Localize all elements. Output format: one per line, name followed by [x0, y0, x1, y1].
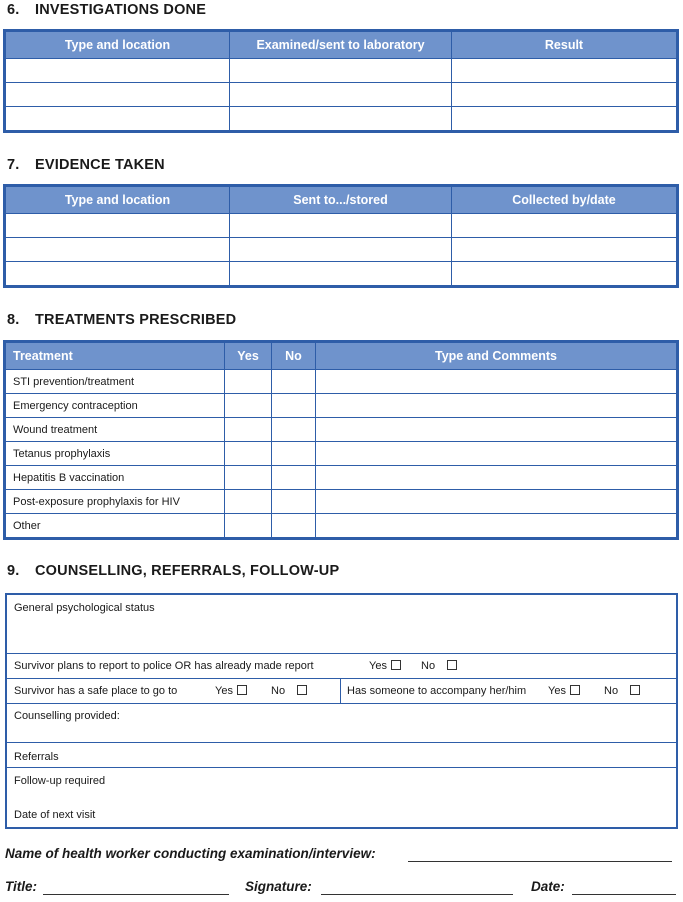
input-cell[interactable] [6, 238, 230, 262]
accompany-yes-option[interactable]: Yes [548, 685, 580, 697]
table-row [6, 83, 677, 107]
table-row [6, 394, 677, 418]
input-cell[interactable] [6, 262, 230, 286]
signature-label: Signature: [245, 879, 312, 894]
treatment-label: Tetanus prophylaxis [6, 442, 225, 466]
safe-place-row [7, 679, 676, 704]
comments-cell[interactable] [316, 442, 677, 466]
accompany-label: Has someone to accompany her/him [347, 685, 527, 697]
signature-line[interactable] [321, 894, 513, 895]
followup-label: Follow-up required [14, 775, 106, 787]
checkbox-icon[interactable] [570, 685, 580, 695]
counselling-row[interactable] [7, 704, 676, 743]
counselling-label: Counselling provided: [14, 710, 120, 722]
input-cell[interactable] [452, 83, 677, 107]
yes-cell[interactable] [225, 418, 272, 442]
section-6-title: 6. INVESTIGATIONS DONE [7, 2, 207, 18]
table-row [6, 466, 677, 490]
col-yes: Yes [225, 343, 272, 370]
health-worker-line[interactable] [408, 861, 672, 862]
input-cell[interactable] [230, 83, 452, 107]
table-row [6, 262, 677, 286]
col-result: Result [452, 32, 677, 59]
table-row [6, 238, 677, 262]
title-label: Title: [5, 879, 38, 894]
safe-no-option[interactable]: No [271, 685, 307, 697]
checkbox-icon[interactable] [447, 660, 457, 670]
input-cell[interactable] [6, 59, 230, 83]
yes-cell[interactable] [225, 394, 272, 418]
treatment-label: Post-exposure prophylaxis for HIV [6, 490, 225, 514]
police-no-option[interactable]: No [421, 660, 457, 672]
psych-status-row[interactable] [7, 595, 676, 654]
checkbox-icon[interactable] [391, 660, 401, 670]
no-cell[interactable] [272, 514, 316, 538]
col-type-comments: Type and Comments [316, 343, 677, 370]
input-cell[interactable] [452, 59, 677, 83]
input-cell[interactable] [230, 214, 452, 238]
input-cell[interactable] [6, 83, 230, 107]
treatment-label: Other [6, 514, 225, 538]
comments-cell[interactable] [316, 418, 677, 442]
health-worker-label: Name of health worker conducting examination/interview: [5, 846, 376, 861]
table-row [6, 442, 677, 466]
treatment-label: Emergency contraception [6, 394, 225, 418]
table-row [6, 514, 677, 538]
input-cell[interactable] [452, 214, 677, 238]
referrals-row[interactable] [7, 743, 676, 768]
comments-cell[interactable] [316, 514, 677, 538]
input-cell[interactable] [230, 59, 452, 83]
referrals-label: Referrals [14, 751, 59, 763]
no-cell[interactable] [272, 466, 316, 490]
no-cell[interactable] [272, 418, 316, 442]
psych-status-label: General psychological status [14, 602, 155, 614]
treatments-table [5, 342, 677, 538]
table-row [6, 214, 677, 238]
input-cell[interactable] [6, 107, 230, 131]
no-cell[interactable] [272, 370, 316, 394]
checkbox-icon[interactable] [237, 685, 247, 695]
checkbox-icon[interactable] [630, 685, 640, 695]
col-treatment: Treatment [6, 343, 225, 370]
title-line[interactable] [43, 894, 229, 895]
yes-cell[interactable] [225, 514, 272, 538]
comments-cell[interactable] [316, 466, 677, 490]
safe-yes-option[interactable]: Yes [215, 685, 247, 697]
treatment-label: STI prevention/treatment [6, 370, 225, 394]
table-row [6, 59, 677, 83]
col-examined: Examined/sent to laboratory [230, 32, 452, 59]
col-sent-to: Sent to.../stored [230, 187, 452, 214]
comments-cell[interactable] [316, 394, 677, 418]
yes-cell[interactable] [225, 466, 272, 490]
section-8-title: 8. TREATMENTS PRESCRIBED [7, 312, 237, 328]
input-cell[interactable] [230, 238, 452, 262]
evidence-table [5, 186, 677, 286]
police-yes-option[interactable]: Yes [369, 660, 401, 672]
comments-cell[interactable] [316, 490, 677, 514]
checkbox-icon[interactable] [297, 685, 307, 695]
section-7-title: 7. EVIDENCE TAKEN [7, 157, 165, 173]
police-report-row [7, 654, 676, 679]
no-cell[interactable] [272, 394, 316, 418]
col-type-location: Type and location [6, 32, 230, 59]
accompany-no-option[interactable]: No [604, 685, 640, 697]
treatment-label: Hepatitis B vaccination [6, 466, 225, 490]
input-cell[interactable] [230, 107, 452, 131]
divider [340, 679, 341, 703]
yes-cell[interactable] [225, 490, 272, 514]
no-cell[interactable] [272, 490, 316, 514]
yes-cell[interactable] [225, 370, 272, 394]
input-cell[interactable] [452, 107, 677, 131]
comments-cell[interactable] [316, 370, 677, 394]
table-row [6, 370, 677, 394]
input-cell[interactable] [6, 214, 230, 238]
safe-place-label: Survivor has a safe place to go to [14, 685, 178, 697]
table-row [6, 107, 677, 131]
treatment-label: Wound treatment [6, 418, 225, 442]
next-visit-label: Date of next visit [14, 809, 96, 821]
yes-cell[interactable] [225, 442, 272, 466]
table-row [6, 418, 677, 442]
col-no: No [272, 343, 316, 370]
input-cell[interactable] [452, 262, 677, 286]
table-row [6, 490, 677, 514]
no-cell[interactable] [272, 442, 316, 466]
followup-row[interactable] [7, 768, 676, 827]
counselling-box [5, 593, 678, 829]
date-line[interactable] [572, 894, 676, 895]
col-collected-by: Collected by/date [452, 187, 677, 214]
date-label: Date: [531, 879, 565, 894]
investigations-table [5, 31, 677, 131]
col-type-location: Type and location [6, 187, 230, 214]
input-cell[interactable] [230, 262, 452, 286]
police-report-label: Survivor plans to report to police OR has already made report [14, 660, 314, 672]
input-cell[interactable] [452, 238, 677, 262]
section-9-title: 9. COUNSELLING, REFERRALS, FOLLOW-UP [7, 563, 340, 579]
